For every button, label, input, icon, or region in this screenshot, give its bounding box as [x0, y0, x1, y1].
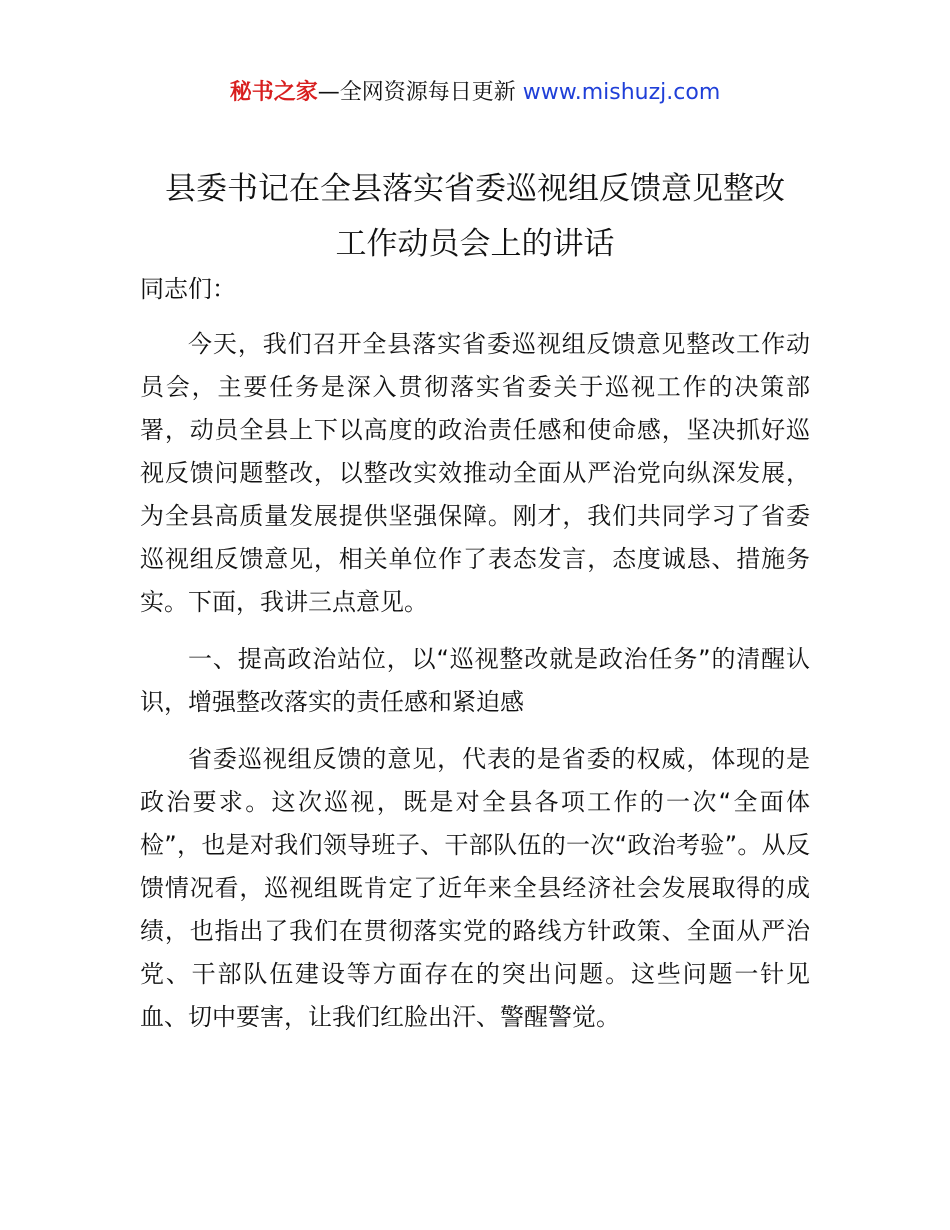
paragraph-opening: 今天，我们召开全县落实省委巡视组反馈意见整改工作动员会，主要任务是深入贯彻落实省委关于巡视工作的决策部署，动员全县上下以高度的政治责任感和使命感，坚决抓好巡视反馈问题整改，以整改实效推动全面从严治党向纵深发展，为全县高质量发展提供坚强保障。刚才，我们共同学习了省委巡视组反馈意见，相关单位作了表态发言，态度诚恳、措施务实。下面，我讲三点意见。	[140, 330, 810, 616]
section-heading-1: 一、提高政治站位，以“巡视整改就是政治任务”的清醒认识，增强整改落实的责任感和紧迫感	[140, 645, 810, 716]
site-url-link[interactable]: www.mishuzj.com	[522, 80, 721, 105]
paragraph-section-1: 省委巡视组反馈的意见，代表的是省委的权威，体现的是政治要求。这次巡视，既是对全县各项工作的一次“全面体检”，也是对我们领导班子、干部队伍的一次“政治考验”。从反馈情况看，巡视组既肯定了近年来全县经济社会发展取得的成绩，也指出了我们在贯彻落实党的路线方针政策、全面从严治党、干部队伍建设等方面存在的突出问题。这些问题一针见血、切中要害，让我们红脸出汗、警醒警觉。	[140, 745, 810, 1031]
salutation: 同志们：	[140, 275, 236, 303]
site-tagline: —全网资源每日更新	[317, 80, 523, 105]
site-header	[0, 78, 950, 108]
document-body	[140, 268, 810, 1053]
document-title	[140, 162, 810, 272]
title-line-2: 工作动员会上的讲话	[335, 226, 615, 262]
site-brand: 秘书之家	[229, 80, 318, 105]
title-line-1: 县委书记在全县落实省委巡视组反馈意见整改	[165, 171, 785, 207]
